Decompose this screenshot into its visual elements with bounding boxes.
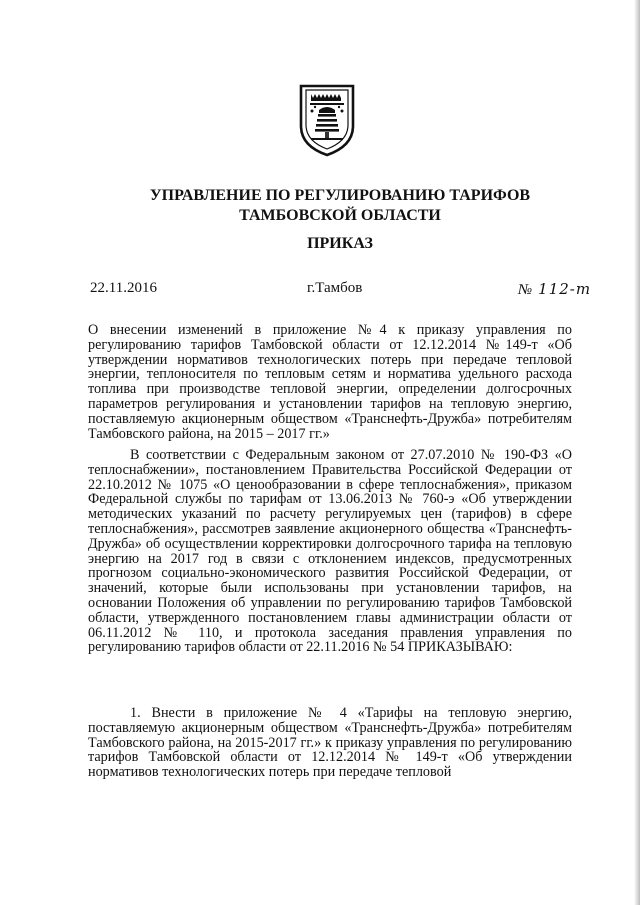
order-date: 22.11.2016 (90, 280, 157, 296)
order-number-value: 112-т (538, 280, 592, 298)
order-number (518, 280, 591, 299)
organization-name-line2: ТАМБОВСКОЙ ОБЛАСТИ (239, 207, 441, 224)
order-city: г.Тамбов (307, 280, 363, 296)
order-item-1: 1. Внести в приложение № 4 «Тарифы на тепловую энергию, поставляемую акционерным обществом «Транснефть-Дружба» потребителям Тамбовского района, на 2015-2017 гг.» к приказу управления по регулированию тарифов Тамбовской области от 12.12.2014 № 149-т «Об утверждении нормативов технологических потерь при передаче тепловой (88, 705, 572, 781)
order-preamble: В соответствии с Федеральным законом от 27.07.2010 № 190-ФЗ «О теплоснабжении», постановлением Правительства Российской Федерации от 22.10.2012 № 1075 «О ценообразовании в сфере теплоснабжения», приказом Федеральной службы по тарифам от 13.06.2013 № 760-э «Об утверждении методических указаний по расчету регулируемых цен (тарифов) в сфере теплоснабжения», рассмотрев заявление акционерного общества «Транснефть-Дружба» об осуществлении корректировки долгосрочного тарифа на тепловую энергию на 2017 год в связи с отклонением индексов, предусмотренных прогнозом социально-экономического развития Российской Федерации, от значений, которые были использованы при установлении тарифов, на основании Положения об управлении по регулированию тарифов Тамбовской области, утвержденного постановлением главы администрации области от 06.11.2012 № 110, и протокола заседания правления управления по регулированию тарифов области от 22.11.2016 № 54 ПРИКАЗЫВАЮ: (88, 447, 572, 656)
scan-edge-shadow (634, 0, 640, 905)
order-number-label: № (518, 282, 533, 298)
organization-name-line1: УПРАВЛЕНИЕ ПО РЕГУЛИРОВАНИЮ ТАРИФОВ (149, 187, 531, 204)
organization-name (90, 186, 590, 226)
document-type-title: ПРИКАЗ (307, 235, 373, 252)
order-subject: О внесении изменений в приложение №4 к приказу управления по регулированию тарифов Тамбовской области от 12.12.2014 №149-т «Об утверждении нормативов технологических потерь при передаче тепловой энергии, теплоносителя по тепловым сетям и норматива удельного расхода топлива при производстве тепловой энергии, определении долгосрочных параметров регулирования и установлении тарифов на тепловую энергию, поставляемую акционерным обществом «Транснефть-Дружба» потребителям Тамбовского района, на 2015 – 2017 гг.» (88, 322, 572, 442)
tambov-coat-of-arms-icon (297, 82, 357, 158)
